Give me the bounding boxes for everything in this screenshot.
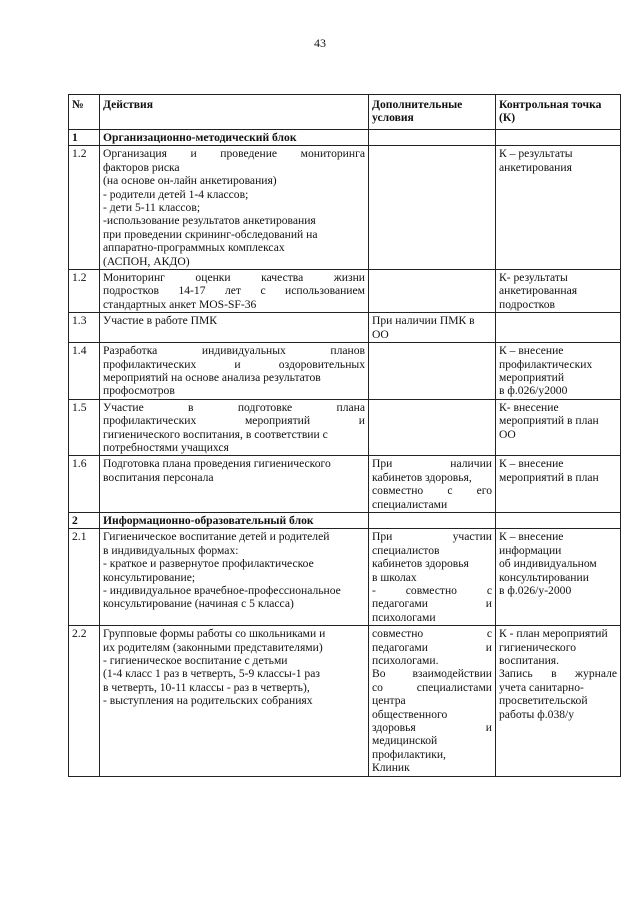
- cell-control: [496, 313, 621, 343]
- cell-line: аппаратно-программных комплексах: [103, 241, 285, 255]
- cell-line: в школах: [372, 570, 417, 584]
- cell-line: мероприятий в план: [499, 470, 599, 484]
- cell-line: При наличии ПМК в: [372, 314, 475, 328]
- table-row: [69, 529, 621, 626]
- cell-line: подростков: [499, 297, 555, 311]
- cell-additional: [369, 512, 496, 528]
- cell-action: [100, 343, 369, 400]
- cell-line: Подготовка плана проведения гигиенического: [103, 457, 331, 471]
- cell-line: в четверть, 10-11 классы - раз в четверть),: [103, 680, 310, 694]
- cell-line: Запись в журнале: [499, 667, 617, 681]
- cell-action: [100, 529, 369, 626]
- cell-line: консультирование (начиная с 5 класса): [103, 597, 294, 611]
- cell-num: 1.5: [69, 399, 100, 456]
- cell-line: К- внесение: [499, 400, 559, 414]
- block-row: [69, 130, 621, 146]
- cell-line: совместно с: [372, 627, 492, 641]
- cell-control: [496, 130, 621, 146]
- cell-line: их родителям (законными представителями): [103, 640, 323, 654]
- cell-line: мероприятий: [499, 370, 565, 384]
- table-row: [69, 313, 621, 343]
- cell-line: К – внесение: [499, 530, 564, 544]
- cell-line: информации: [499, 543, 562, 557]
- cell-additional: [369, 626, 496, 776]
- cell-line: кабинетов здоровья,: [372, 470, 472, 484]
- cell-control: [496, 399, 621, 456]
- cell-line: При наличии: [372, 457, 492, 471]
- cell-num: 1.3: [69, 313, 100, 343]
- cell-action: [100, 456, 369, 513]
- table-header-row: [69, 95, 621, 130]
- cell-action: [100, 270, 369, 313]
- cell-action: [100, 146, 369, 270]
- cell-line: специалистами: [372, 497, 448, 511]
- cell-line: ОО: [372, 327, 389, 341]
- cell-line: в ф.026/у-2000: [499, 584, 572, 597]
- cell-line: центра: [372, 694, 406, 708]
- cell-line: совместно с его: [372, 484, 492, 498]
- cell-additional: [369, 456, 496, 513]
- cell-action: [100, 626, 369, 776]
- cell-line: в индивидуальных формах:: [103, 543, 239, 557]
- cell-line: гигиенического воспитания, в соответствии с: [103, 427, 328, 441]
- cell-line: Гигиеническое воспитание детей и родителей: [103, 530, 330, 544]
- cell-line: Участие в работе ПМК: [103, 314, 218, 328]
- header-action: Действия: [100, 95, 369, 130]
- cell-control: [496, 529, 621, 626]
- cell-line: просветительской: [499, 694, 588, 708]
- cell-num: 2.2: [69, 626, 100, 776]
- cell-line: - гигиеническое воспитание с детьми: [103, 654, 288, 668]
- cell-line: К – внесение: [499, 344, 564, 358]
- cell-line: Разработка индивидуальных планов: [103, 344, 365, 358]
- cell-line: анкетированная: [499, 284, 578, 298]
- cell-line: об индивидуальном: [499, 557, 597, 571]
- cell-num: 1.2: [69, 270, 100, 313]
- cell-line: факторов риска: [103, 160, 180, 174]
- table-row: [69, 626, 621, 776]
- cell-num: 1.6: [69, 456, 100, 513]
- cell-line: педагогами и: [372, 640, 492, 654]
- cell-line: в ф.026/у2000: [499, 384, 568, 398]
- cell-additional: [369, 270, 496, 313]
- cell-line: специалистов: [372, 543, 440, 557]
- cell-num: 2.1: [69, 529, 100, 626]
- cell-control: [496, 456, 621, 513]
- cell-line: работы ф.038/у: [499, 707, 575, 721]
- cell-additional: [369, 130, 496, 146]
- cell-additional: [369, 146, 496, 270]
- cell-line: профилактических: [499, 357, 593, 371]
- cell-line: Организационно-методический блок: [103, 131, 297, 144]
- cell-line: К- результаты: [499, 271, 568, 285]
- cell-line: учета санитарно-: [499, 680, 584, 694]
- action-plan-table: [68, 94, 621, 777]
- cell-line: (АСПОН, АКДО): [103, 254, 190, 268]
- cell-line: - индивидуальное врачебное-профессиональное: [103, 584, 341, 597]
- cell-line: кабинетов здоровья: [372, 557, 469, 571]
- table-row: [69, 270, 621, 313]
- cell-line: анкетирования: [499, 160, 572, 174]
- cell-additional: [369, 343, 496, 400]
- header-control: Контрольная точка (К): [496, 95, 621, 130]
- cell-line: К – результаты: [499, 147, 573, 161]
- cell-line: воспитания персонала: [103, 470, 214, 484]
- cell-line: консультирование;: [103, 570, 196, 584]
- table-row: [69, 343, 621, 400]
- cell-line: профосмотров: [103, 384, 175, 398]
- block-row: [69, 512, 621, 528]
- cell-line: Во взаимодействии: [372, 667, 492, 681]
- cell-line: Клиник: [372, 761, 410, 775]
- cell-line: профилактических и оздоровительных: [103, 357, 365, 371]
- cell-line: при проведении скрининг-обследований на: [103, 227, 318, 241]
- cell-line: Информационно-образовательный блок: [103, 513, 314, 527]
- cell-additional: [369, 313, 496, 343]
- table-row: [69, 146, 621, 270]
- cell-line: педагогами и: [372, 597, 492, 611]
- header-additional: Дополнительные условия: [369, 95, 496, 130]
- cell-additional: [369, 529, 496, 626]
- table-row: [69, 456, 621, 513]
- cell-line: К - план мероприятий: [499, 627, 608, 641]
- cell-line: мероприятий на основе анализа результатов: [103, 370, 321, 384]
- cell-line: - выступления на родительских собраниях: [103, 694, 313, 708]
- cell-line: (на основе он-лайн анкетирования): [103, 174, 277, 188]
- cell-action: [100, 313, 369, 343]
- cell-line: Групповые формы работы со школьниками и: [103, 627, 326, 641]
- cell-num: 2: [69, 512, 100, 528]
- cell-num: 1: [69, 130, 100, 146]
- cell-line: со специалистами: [372, 680, 492, 694]
- cell-line: (1-4 класс 1 раз в четверть, 5-9 классы-1 раз: [103, 667, 320, 681]
- cell-control: [496, 512, 621, 528]
- cell-control: [496, 626, 621, 776]
- cell-line: потребностями учащихся: [103, 440, 229, 454]
- cell-num: 1.4: [69, 343, 100, 400]
- cell-line: - краткое и развернутое профилактическое: [103, 557, 314, 571]
- cell-line: подростков 14-17 лет с использованием: [103, 284, 365, 298]
- cell-line: - дети 5-11 классов;: [103, 201, 201, 215]
- cell-line: мероприятий в план: [499, 414, 599, 428]
- cell-control: [496, 343, 621, 400]
- cell-action: [100, 512, 369, 528]
- cell-control: [496, 270, 621, 313]
- cell-line: медицинской: [372, 734, 438, 748]
- cell-line: ОО: [499, 427, 516, 441]
- cell-line: -использование результатов анкетирования: [103, 214, 316, 228]
- cell-line: общественного: [372, 707, 448, 721]
- cell-action: [100, 130, 369, 146]
- cell-line: - совместно с: [372, 584, 492, 597]
- cell-line: К – внесение: [499, 457, 564, 471]
- cell-line: профилактики,: [372, 747, 446, 761]
- table-body: [69, 130, 621, 777]
- cell-line: Участие в подготовке плана: [103, 400, 365, 414]
- cell-action: [100, 399, 369, 456]
- cell-line: психологами.: [372, 654, 439, 668]
- table-row: [69, 399, 621, 456]
- page-number: 43: [314, 36, 326, 50]
- cell-line: Мониторинг оценки качества жизни: [103, 271, 365, 285]
- cell-line: профилактических мероприятий и: [103, 414, 365, 428]
- cell-line: стандартных анкет MOS-SF-36: [103, 297, 257, 311]
- cell-line: гигиенического: [499, 640, 576, 654]
- cell-control: [496, 146, 621, 270]
- cell-line: - родители детей 1-4 классов;: [103, 187, 249, 201]
- cell-additional: [369, 399, 496, 456]
- header-num: №: [69, 95, 100, 130]
- cell-line: Организация и проведение мониторинга: [103, 147, 365, 161]
- cell-line: При участии: [372, 530, 492, 544]
- cell-num: 1.2: [69, 146, 100, 270]
- cell-line: воспитания.: [499, 654, 560, 668]
- cell-line: здоровья и: [372, 721, 492, 735]
- cell-line: консультировании: [499, 570, 589, 584]
- cell-line: психологами: [372, 610, 436, 624]
